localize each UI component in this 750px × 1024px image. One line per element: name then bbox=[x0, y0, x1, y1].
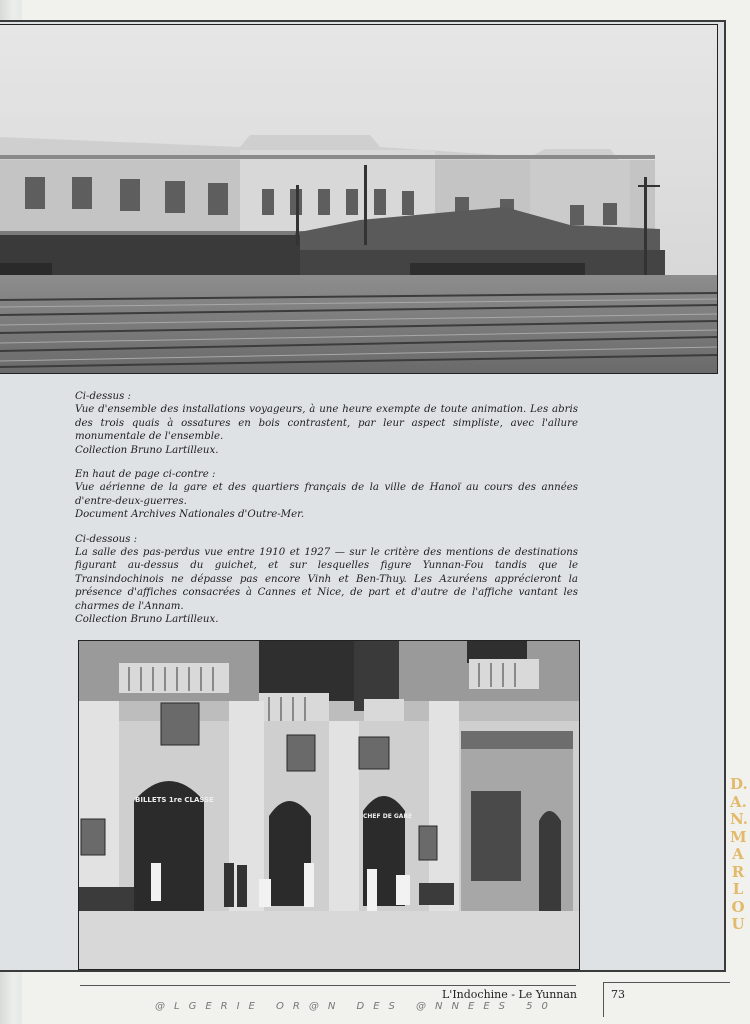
caption-credit: Document Archives Nationales d'Outre-Mer. bbox=[75, 509, 305, 521]
caption-opposite-page bbox=[75, 468, 578, 522]
caption-heading: Ci-dessous : bbox=[75, 533, 138, 545]
caption-heading: Ci-dessus : bbox=[75, 391, 131, 402]
caption-body: Vue aérienne de la gare et des quartiers français de la ville de Hanoï au cours des années d'entre-deux-guerres. bbox=[75, 482, 578, 507]
ticket-office-sign: BILLETS 1re CLASSE bbox=[135, 796, 214, 804]
caption-credit: Collection Bruno Lartilleux. bbox=[75, 444, 219, 456]
station-hall-photo bbox=[78, 640, 580, 970]
caption-heading: En haut de page ci-contre : bbox=[75, 469, 216, 481]
caption-column bbox=[75, 390, 578, 638]
footer-rule bbox=[80, 985, 576, 986]
side-watermark: D.A.N.MARLOU bbox=[730, 775, 748, 933]
scan-watermark: @LGERIE OR@N DES @NNEES 50 bbox=[155, 1001, 557, 1012]
caption-below bbox=[75, 533, 578, 627]
page-number: 73 bbox=[611, 988, 625, 1001]
station-exterior-photo bbox=[0, 24, 718, 374]
running-title: L'Indochine - Le Yunnan bbox=[442, 988, 578, 1001]
caption-credit: Collection Bruno Lartilleux. bbox=[75, 614, 219, 626]
caption-body: Vue d'ensemble des installations voyageurs, à une heure exempte de toute animation. Les abris des trois quais à ossatures en bois contrastent, par leur aspect simpliste, avec l'allure monumentale de l'ensemble. bbox=[75, 404, 578, 443]
caption-above bbox=[75, 390, 578, 457]
station-master-sign: CHEF DE GARE bbox=[363, 813, 413, 820]
caption-body: La salle des pas-perdus vue entre 1910 et 1927 — sur le critère des mentions de destinations figurant au-dessus du guichet, et sur lesquelles figure Yunnan-Fou tandis que le Transindochinois ne dépasse pas encore Vinh et Ben-Thuy. Les Azuréens apprécieront la présence d'affiches consacrées à Cannes et Nice, de part et d'autre de l'affiche vantant les charmes de l'Annam. bbox=[75, 547, 578, 612]
